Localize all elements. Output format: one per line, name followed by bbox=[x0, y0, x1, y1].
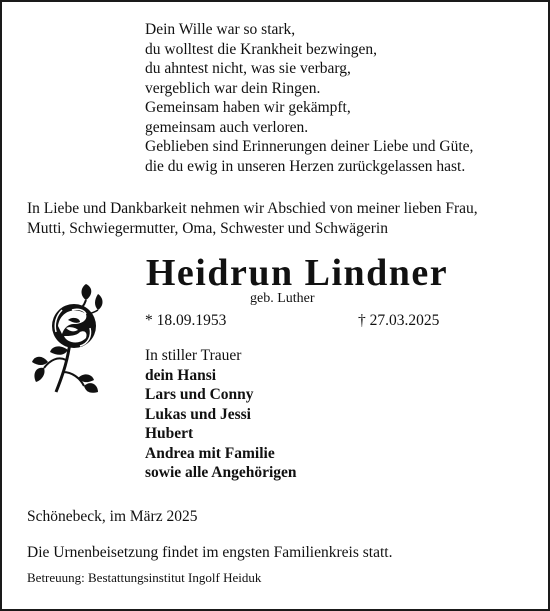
mourning-heading: In stiller Trauer bbox=[145, 347, 242, 364]
poem-line: du ahntest nicht, was sie verbarg, bbox=[145, 60, 351, 77]
intro-line: Mutti, Schwiegermutter, Oma, Schwester und Schwägerin bbox=[27, 219, 388, 237]
poem-line: Geblieben sind Erinnerungen deiner Liebe und Güte, bbox=[145, 138, 474, 155]
poem-line: gemeinsam auch verloren. bbox=[145, 118, 309, 136]
place-date: Schönebeck, im März 2025 bbox=[27, 508, 198, 525]
mourner: Andrea mit Familie bbox=[145, 444, 275, 462]
mourner: sowie alle Angehörigen bbox=[145, 464, 297, 481]
rose-icon bbox=[28, 280, 108, 400]
intro-line: In Liebe und Dankbarkeit nehmen wir Abschied von meiner lieben Frau, bbox=[27, 200, 478, 217]
deceased-name: Heidrun Lindner bbox=[145, 252, 449, 294]
birth-date: * 18.09.1953 bbox=[145, 312, 227, 329]
death-date: † 27.03.2025 bbox=[358, 312, 440, 329]
poem-line: vergeblich war dein Ringen. bbox=[145, 79, 321, 97]
mourner: dein Hansi bbox=[145, 366, 217, 384]
intro-text bbox=[27, 199, 537, 238]
poem bbox=[145, 20, 473, 176]
care-note: Betreuung: Bestattungsinstitut Ingolf Heiduk bbox=[27, 570, 262, 585]
poem-line: du wolltest die Krankheit bezwingen, bbox=[145, 40, 378, 58]
funeral-note: Die Urnenbeisetzung findet im engsten Familienkreis statt. bbox=[27, 544, 393, 561]
mourners-list bbox=[145, 346, 297, 483]
birth-name: geb. Luther bbox=[250, 291, 315, 306]
poem-line: Gemeinsam haben wir gekämpft, bbox=[145, 99, 351, 116]
poem-line: die du ewig in unseren Herzen zurückgelassen hast. bbox=[145, 157, 466, 175]
mourner: Lars und Conny bbox=[145, 386, 254, 403]
poem-line: Dein Wille war so stark, bbox=[145, 21, 296, 38]
mourner: Lukas und Jessi bbox=[145, 405, 251, 423]
mourner: Hubert bbox=[145, 425, 194, 442]
